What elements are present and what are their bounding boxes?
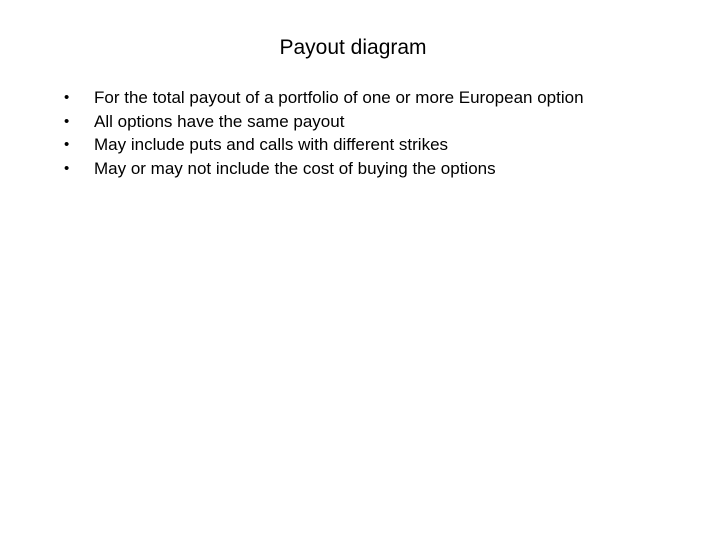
slide-title: Payout diagram — [279, 36, 427, 59]
bullet-marker: • — [64, 112, 70, 130]
bullet-text: For the total payout of a portfolio of one or more European option — [94, 88, 584, 107]
bullet-list — [0, 86, 700, 180]
bullet-item-puts-and-calls — [0, 133, 700, 157]
bullet-text: May or may not include the cost of buying the options — [94, 158, 496, 178]
bullet-item-same-payout — [0, 110, 700, 134]
bullet-text: May include puts and calls with different strikes — [94, 135, 449, 154]
bullet-text: All options have the same payout — [94, 111, 345, 131]
bullet-marker: • — [64, 136, 70, 153]
bullet-item-total-payout — [0, 86, 700, 110]
bullet-item-cost-of-options — [0, 157, 700, 181]
bullet-marker: • — [64, 159, 70, 177]
bullet-marker: • — [64, 89, 70, 106]
